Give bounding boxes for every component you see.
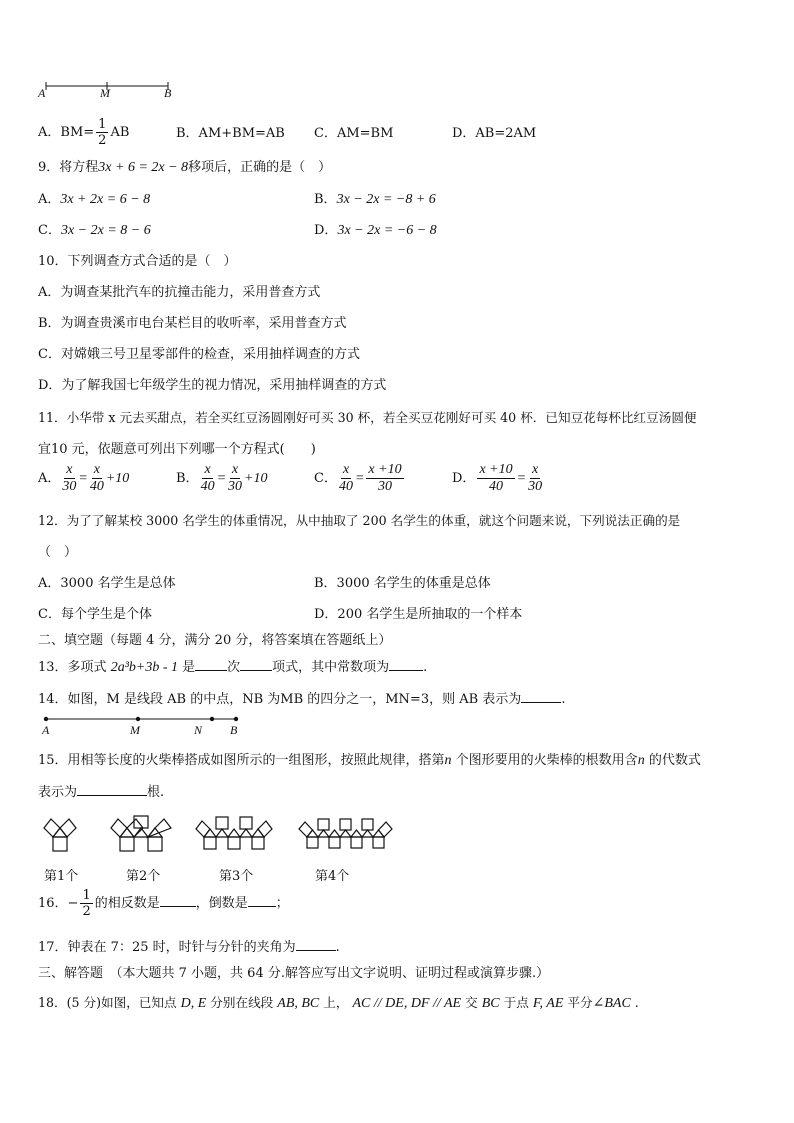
q17-blank[interactable] (296, 938, 336, 951)
section-heading-solutions: 三、解答题 （本大题共 7 小题，共 64 分.解答应写出文字说明、证明过程或演算步骤.） (38, 966, 550, 981)
q11-option-c[interactable]: C． $\frac{x}{40}$ = $\frac{x +10}{30}$ (314, 462, 402, 494)
q14-point-m: M (130, 723, 140, 737)
q16-stem: 16．− $\frac{1}{2}$ 的相反数是 ，倒数是 ； (38, 888, 289, 919)
q12-option-a[interactable]: A．3000 名学生是总体 (38, 576, 176, 591)
q14-point-n: N (194, 723, 203, 737)
q12-stem-line2: （ ） (38, 545, 78, 560)
q8-option-c[interactable]: C．AM=BM (314, 126, 394, 141)
q12-option-d[interactable]: D．200 名学生是所抽取的一个样本 (314, 607, 523, 622)
figure-caption-4: 第4个 (315, 869, 350, 884)
q10-option-b[interactable]: B．为调查贵溪市电台某栏目的收听率，采用普查方式 (38, 316, 347, 331)
q8-option-a[interactable]: A．BM= $\frac{1}{2}$ AB (38, 117, 130, 148)
q16-blank-2[interactable] (248, 894, 276, 907)
q15-blank[interactable] (77, 783, 147, 796)
q13-blank-2[interactable] (240, 658, 272, 671)
q15-stem-line1: 15．用相等长度的火柴棒搭成如图所示的一组图形，按照此规律，搭第n 个图形要用的火柴棒的根数用含n 的代数式 (38, 753, 701, 768)
segment-figure-q14 (40, 714, 250, 728)
q12-option-c[interactable]: C．每个学生是个体 (38, 607, 152, 622)
q9-option-b[interactable]: B．3x − 2x = −8 + 6 (314, 192, 436, 207)
q11-option-b[interactable]: B． $\frac{x}{40}$ = $\frac{x}{30}$ +10 (176, 462, 268, 494)
q9-option-a[interactable]: A．3x + 2x = 6 − 8 (38, 192, 151, 207)
matchstick-figure-4 (298, 812, 394, 856)
q14-point-b: B (230, 723, 238, 737)
q16-blank-1[interactable] (160, 894, 196, 907)
q10-option-d[interactable]: D．为了解我国七年级学生的视力情况，采用抽样调查的方式 (38, 378, 387, 393)
q17-stem: 17．钟表在 7：25 时，时针与分针的夹角为 . (38, 940, 340, 955)
q14-point-a: A (42, 723, 50, 737)
q11-stem-line2: 宜10 元，依题意可列出下列哪一个方程式( ) (38, 442, 316, 457)
q11-option-d[interactable]: D． $\frac{x +10}{40}$ = $\frac{x}{30}$ (452, 462, 543, 494)
segment-figure-q8 (40, 80, 180, 100)
q15-stem-line2: 表示为 根. (38, 785, 165, 800)
q14-stem: 14．如图，M 是线段 AB 的中点，NB 为MB 的四分之一，MN=3，则 AB 表示为 . (38, 692, 566, 707)
q9-option-c[interactable]: C．3x − 2x = 8 − 6 (38, 223, 151, 238)
q18-stem: 18．(5 分)如图，已知点 D, E 分别在线段 AB, BC 上， AC // DE, DF // AE 交 BC 于点 F, AE 平分∠BAC . (38, 995, 639, 1011)
q11-option-a[interactable]: A． $\frac{x}{30}$ = $\frac{x}{40}$ +10 (38, 462, 130, 494)
point-label-a: A (38, 86, 46, 100)
q13-stem: 13．多项式 2a³b+3b - 1 是 次 项式，其中常数项为 . (38, 660, 428, 675)
point-label-m: M (100, 86, 110, 100)
matchstick-figure-1 (40, 816, 84, 856)
figure-caption-1: 第1个 (44, 869, 79, 884)
q10-stem: 10．下列调查方式合适的是（ ） (38, 254, 237, 269)
q10-option-c[interactable]: C．对嫦娥三号卫星零部件的检查，采用抽样调查的方式 (38, 347, 360, 362)
matchstick-figure-3 (195, 812, 275, 856)
q10-option-a[interactable]: A．为调查某批汽车的抗撞击能力，采用普查方式 (38, 285, 321, 300)
q9-stem: 9．将方程3x + 6 = 2x − 8移项后，正确的是（ ） (38, 160, 332, 175)
q11-stem-line1: 11．小华带 x 元去买甜点，若全买红豆汤圆刚好可买 30 杯，若全买豆花刚好可买 40 杯．已知豆花每杯比红豆汤圆便 (38, 410, 697, 425)
q8-option-d[interactable]: D．AB=2AM (452, 126, 537, 141)
q8-option-b[interactable]: B．AM+BM=AB (176, 126, 285, 141)
figure-caption-3: 第3个 (219, 869, 254, 884)
q13-blank-3[interactable] (389, 658, 423, 671)
q14-blank[interactable] (521, 690, 561, 703)
q12-option-b[interactable]: B．3000 名学生的体重是总体 (314, 576, 491, 591)
section-heading-fill-in: 二、填空题（每题 4 分，满分 20 分，将答案填在答题纸上） (38, 633, 392, 648)
q12-stem-line1: 12．为了了解某校 3000 名学生的体重情况，从中抽取了 200 名学生的体重，就这个问题来说，下列说法正确的是 (38, 513, 681, 528)
q13-blank-1[interactable] (195, 658, 227, 671)
point-label-b: B (164, 86, 172, 100)
figure-caption-2: 第2个 (126, 869, 161, 884)
matchstick-figure-2 (107, 812, 179, 856)
q9-option-d[interactable]: D．3x − 2x = −6 − 8 (314, 223, 437, 238)
